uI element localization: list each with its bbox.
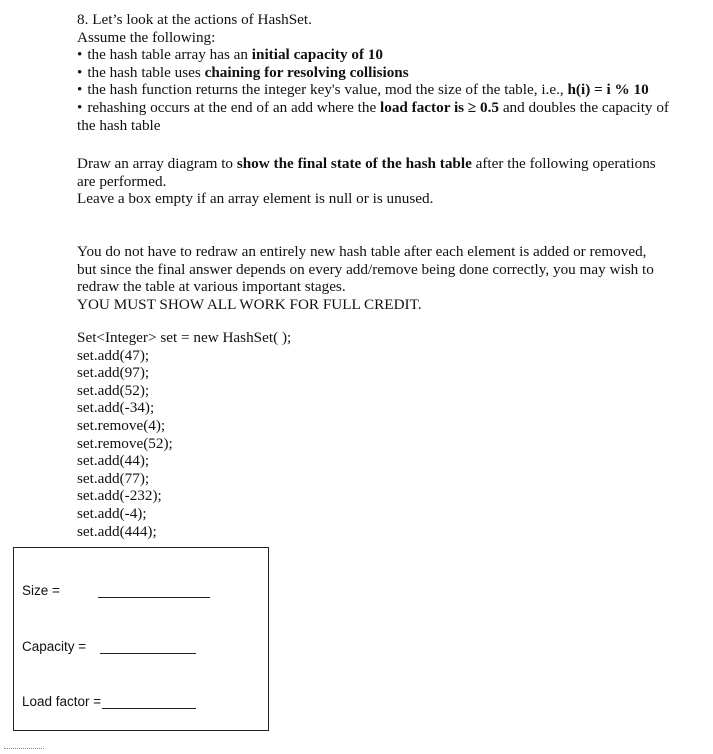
assumption-rehashing: [77, 99, 677, 117]
load-factor-answer-blank[interactable]: [102, 708, 196, 709]
assumption-text: rehashing occurs at the end of an add where the: [87, 98, 380, 116]
size-answer-blank[interactable]: [98, 597, 210, 598]
assumption-hash-function: [77, 81, 677, 99]
code-line: Set<Integer> set = new HashSet( );: [77, 329, 292, 346]
assumption-capacity: [77, 46, 677, 64]
note-line-1: You do not have to redraw an entirely new hash table after each element is added or removed,: [77, 243, 647, 260]
draw-emphasis: show the final state of the hash table: [236, 155, 472, 172]
load-factor-label: Load factor =: [22, 694, 102, 709]
draw-instructions: [77, 155, 677, 208]
draw-line-2: are performed.: [77, 172, 167, 190]
size-label: Size =: [22, 583, 60, 598]
capacity-label: Capacity =: [22, 639, 87, 654]
assumption-text: the hash table uses: [87, 63, 205, 81]
work-note: [77, 243, 677, 313]
code-line: set.add(444);: [77, 522, 157, 540]
draw-line-1: [77, 155, 677, 173]
assumption-emphasis: load factor is ≥ 0.5: [380, 98, 500, 116]
assumption-text: and doubles the capacity of: [499, 98, 669, 116]
assumption-rehashing-cont: the hash table: [77, 116, 161, 134]
code-line: set.add(97);: [77, 364, 150, 382]
code-line: set.add(44);: [77, 452, 150, 470]
code-listing: [77, 329, 677, 540]
note-line-4: YOU MUST SHOW ALL WORK FOR FULL CREDIT.: [77, 295, 422, 313]
assumption-chaining: [77, 64, 677, 82]
draw-text: Draw an array diagram to: [77, 155, 237, 172]
answer-box: [13, 547, 269, 731]
page-edge-mark: [4, 748, 44, 752]
note-line-2: but since the final answer depends on every add/remove being done correctly, you may wish to: [77, 260, 654, 278]
question-intro: [77, 11, 677, 134]
assumption-text: the hash table array has an: [87, 46, 252, 64]
code-line: set.remove(4);: [77, 416, 166, 434]
code-line: set.remove(52);: [77, 434, 173, 452]
assumption-emphasis: chaining for resolving collisions: [204, 63, 409, 81]
assumption-emphasis: initial capacity of 10: [251, 46, 383, 64]
code-line: set.add(47);: [77, 346, 150, 364]
code-line: set.add(52);: [77, 381, 150, 399]
draw-text: after the following operations: [471, 155, 656, 172]
capacity-answer-blank[interactable]: [100, 653, 196, 654]
assumption-text: the hash function returns the integer key's value, mod the size of the table, i.e.,: [87, 81, 568, 99]
code-line: set.add(-232);: [77, 487, 162, 505]
assume-heading: Assume the following:: [77, 28, 216, 46]
code-line: set.add(77);: [77, 469, 150, 487]
draw-line-3: Leave a box empty if an array element is null or is unused.: [77, 190, 434, 208]
assumption-emphasis: h(i) = i % 10: [567, 81, 649, 99]
question-title: 8. Let’s look at the actions of HashSet.: [77, 11, 312, 28]
code-line: set.add(-34);: [77, 399, 155, 417]
code-line: set.add(-4);: [77, 504, 147, 522]
note-line-3: redraw the table at various important stages.: [77, 278, 346, 296]
